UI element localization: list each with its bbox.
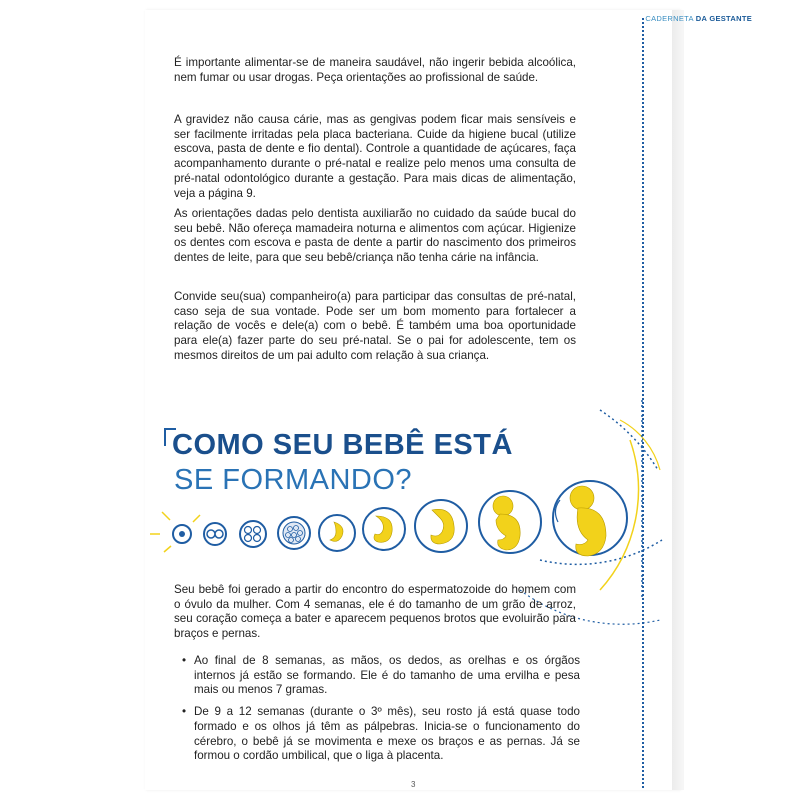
stage-two-cell-icon: [204, 523, 226, 545]
stage-morula-icon: [278, 517, 310, 549]
header-prefix: CADERNETA: [645, 14, 694, 23]
paragraph-4: Convide seu(sua) companheiro(a) para participar das consultas de pré-natal, caso seja de sua vontade. Pode ser um bom momento para fortalecer a relação de vocês e dele(a) com o bebê. É também uma boa oportunidade para ele(a) fazer parte do seu pré-natal. Se o pai for adolescente, tem os mesmos direitos de um pai adulto com relação à sua criança.: [174, 290, 576, 362]
paragraph-3: As orientações dadas pelo dentista auxiliarão no cuidado da saúde bucal do seu bebê. Não ofereça mamadeira noturna e alimentos com açúcar. Higienize os dentes com escova e pasta de dente a partir do nascimento dos primeiros dentes de leite, para que seu bebê/criança não tenha cárie na infância.: [174, 207, 576, 265]
header-strong: DA GESTANTE: [695, 14, 752, 23]
stage-fertilization-icon: [150, 512, 200, 552]
page-number: 3: [411, 780, 416, 789]
stage-fetus-10-weeks-icon: [479, 491, 541, 553]
section-title-line1: COMO SEU BEBÊ ESTÁ: [172, 429, 513, 461]
stage-fetus-12-weeks-icon: [553, 481, 627, 556]
intro-paragraph: Seu bebê foi gerado a partir do encontro do espermatozoide do homem com o óvulo da mulher. Com 4 semanas, ele é do tamanho de um grão de arroz, seu coração começa a bater e aparecem pequenos brotos que evoluirão para braços e pernas.: [174, 583, 576, 641]
stage-embryo-8-weeks-icon: [415, 500, 467, 552]
paragraph-2: A gravidez não causa cárie, mas as gengivas podem ficar mais sensíveis e ser facilmente irritadas pela placa bacteriana. Cuide da higiene bucal (utilize escova, pasta de dente e fio dental). Controle a quantidade de açúcares, faça acompanhamento durante o pré-natal e realize pelo menos uma consulta de pré-natal odontológico durante a gestação. Para mais dicas de alimentação, veja a página 9.: [174, 113, 576, 200]
dotted-arc-top: [600, 410, 658, 470]
paragraph-1: É importante alimentar-se de maneira saudável, não ingerir bebida alcoólica, nem fumar ou usar drogas. Peça orientações ao profissional de saúde.: [174, 56, 576, 84]
section-title-line2: SE FORMANDO?: [174, 464, 413, 496]
list-item: • Ao final de 8 semanas, as mãos, os dedos, as orelhas e os órgãos internos já estão se formando. Ele é do tamanho de uma ervilha e pesa mais ou menos 7 gramas.: [182, 654, 580, 697]
list-item: • De 9 a 12 semanas (durante o 3º mês), seu rosto já está quase todo formado e os olhos já têm as pálpebras. Inicia-se o funcionamento do cérebro, o bebê já se movimenta e mexe os braços e as pernas. Já se formou o cordão umbilical, que o liga à placenta.: [182, 705, 580, 763]
bullet-list: [182, 654, 580, 771]
stage-embryo-4-weeks-icon: [319, 515, 355, 551]
stage-embryo-6-weeks-icon: [363, 508, 405, 550]
stage-four-cell-icon: [240, 521, 266, 547]
bullet-marker: •: [182, 705, 187, 719]
bullet-marker: •: [182, 654, 187, 667]
